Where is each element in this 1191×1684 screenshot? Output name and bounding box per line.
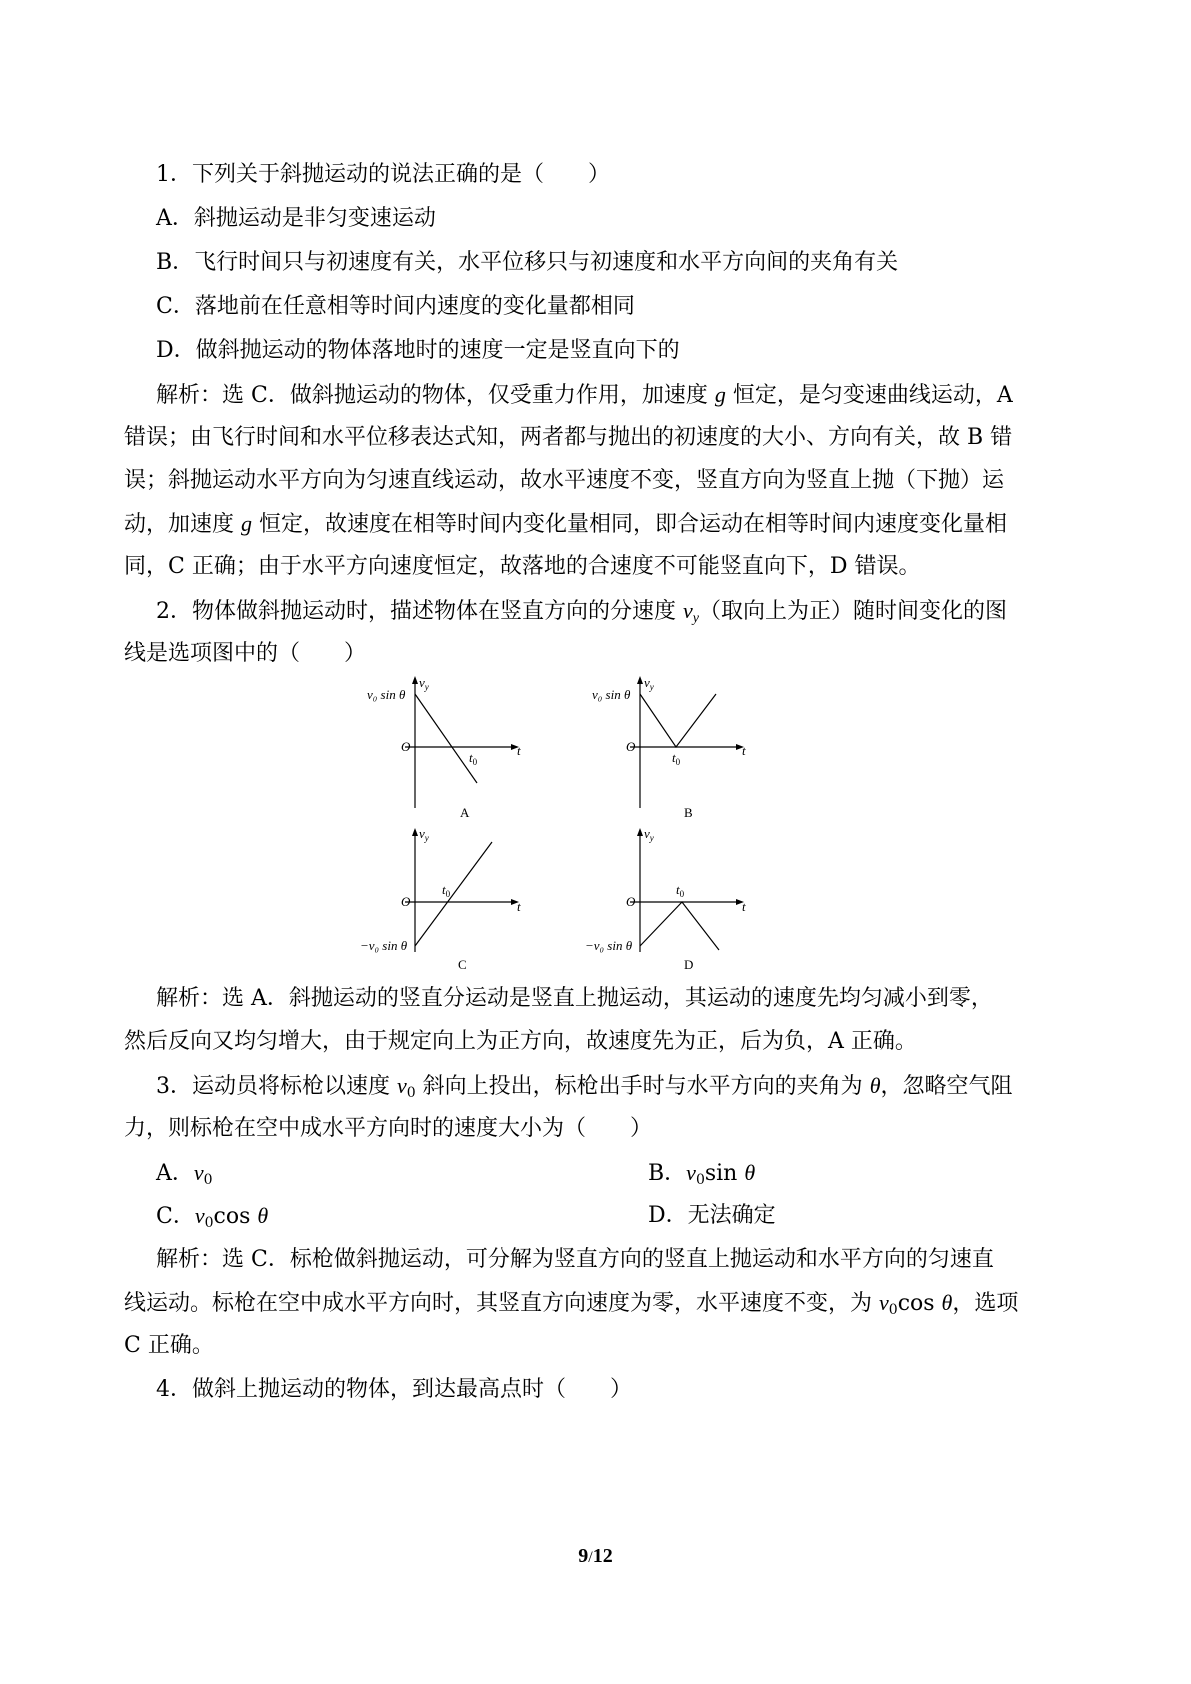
page-current: 9 [578, 1545, 589, 1567]
graph-b-svg [590, 672, 790, 822]
q2-stem-line-1 [156, 596, 1086, 634]
graph-d-svg [585, 822, 785, 972]
graph-d-caption: D [684, 957, 694, 972]
var-v: v [397, 1073, 407, 1098]
origin-label: O [401, 894, 411, 909]
graph-a-svg [365, 672, 565, 822]
var-g: g [241, 511, 252, 536]
q1-answer-line-3: 误；斜抛运动水平方向为匀速直线运动，故水平速度不变，竖直方向为竖直上抛（下抛）运 [124, 468, 1005, 493]
q3-option-a [156, 1161, 213, 1186]
var-sub-0: 0 [203, 1172, 213, 1188]
var-theta: θ [941, 1290, 953, 1315]
bottom-value-label: −v₀ sin θ [585, 938, 633, 953]
graph-b [590, 672, 790, 822]
text-run: C． [156, 1204, 195, 1229]
q3-stem-line-1 [156, 1071, 1086, 1108]
q3-answer-line-1: 解析：选 C．标枪做斜抛运动，可分解为竖直方向的竖直上抛运动和水平方向的匀速直 [156, 1247, 994, 1272]
y-arrow [637, 828, 643, 836]
vy-label: $v_y$ [644, 826, 654, 843]
var-v: v [879, 1290, 889, 1315]
text-run: 2．物体做斜抛运动时，描述物体在竖直方向的分速度 [156, 599, 683, 624]
q2-answer-line-2: 然后反向又均匀增大，由于规定向上为正方向，故速度先为正，后为负，A 正确。 [124, 1029, 917, 1054]
y-arrow [637, 676, 643, 684]
q4-stem: 4．做斜上抛运动的物体，到达最高点时（ ） [156, 1377, 632, 1402]
t0-label: $t_0$ [442, 882, 451, 899]
text-run: 斜向上投出，标枪出手时与水平方向的夹角为 [415, 1074, 870, 1099]
origin-label: O [626, 894, 636, 909]
var-v: v [193, 1160, 204, 1185]
q3-stem-line-2: 力，则标枪在空中成水平方向时的速度大小为（ ） [124, 1116, 653, 1141]
q1-answer-line-4 [124, 509, 1054, 540]
vy-label: $v_y$ [419, 826, 429, 843]
vy-line [415, 842, 492, 946]
text-run: （取向上为正）随时间变化的图 [698, 599, 1007, 624]
text-run: 3．运动员将标枪以速度 [156, 1074, 397, 1099]
t0-label: $t_0$ [676, 882, 685, 899]
q3-option-b [648, 1158, 755, 1195]
t0-label: $t_0$ [469, 750, 478, 767]
q1-option-b: B．飞行时间只与初速度有关，水平位移只与初速度和水平方向间的夹角有关 [156, 250, 899, 275]
text-run: 恒定，故速度在相等时间内变化量相同，即合运动在相等时间内速度变化量相 [252, 512, 1007, 537]
t-label: t [517, 899, 521, 914]
vy-label: $v_y$ [419, 675, 429, 692]
text-run: sin [704, 1161, 745, 1186]
var-v: v [683, 598, 693, 623]
var-v: v [194, 1203, 205, 1228]
vy-line [640, 694, 716, 747]
q3-answer-line-3: C 正确。 [124, 1333, 214, 1358]
q1-option-d: D．做斜抛运动的物体落地时的速度一定是竖直向下的 [156, 338, 680, 363]
graph-c-caption: C [458, 957, 467, 972]
var-sub-0: 0 [406, 1085, 416, 1101]
q3-answer-line-2 [124, 1288, 1054, 1325]
q1-answer-line-5: 同，C 正确；由于水平方向速度恒定，故落地的合速度不可能竖直向下，D 错误。 [124, 554, 921, 579]
top-value-label: v₀ sin θ [592, 687, 631, 702]
q1-option-c: C．落地前在任意相等时间内速度的变化量都相同 [156, 294, 635, 319]
q1-answer-line-2: 错误；由飞行时间和水平位移表达式知，两者都与抛出的初速度的大小、方向有关，故 B 错 [124, 425, 1013, 450]
q1-answer-line-1 [156, 380, 1086, 411]
t0-label: $t_0$ [672, 750, 681, 767]
graph-c [360, 822, 560, 972]
var-v: v [686, 1160, 696, 1185]
y-arrow [412, 676, 418, 684]
q3-option-c [156, 1204, 268, 1229]
text-run: 动，加速度 [124, 512, 241, 537]
var-sub-0: 0 [888, 1302, 898, 1318]
t-label: t [742, 899, 746, 914]
graph-c-svg [360, 822, 560, 972]
origin-label: O [626, 739, 636, 754]
var-theta: θ [869, 1073, 881, 1098]
vy-line [640, 902, 719, 950]
page-number [0, 1545, 1191, 1568]
vy-label: $v_y$ [644, 675, 654, 692]
text-run: 解析：选 C．做斜抛运动的物体，仅受重力作用，加速度 [156, 383, 715, 408]
t-label: t [517, 743, 521, 758]
y-arrow [412, 828, 418, 836]
text-run: ，忽略空气阻 [880, 1074, 1013, 1099]
page-separator: / [588, 1549, 593, 1566]
page-total: 12 [592, 1545, 613, 1567]
q2-answer-line-1: 解析：选 A．斜抛运动的竖直分运动是竖直上抛运动，其运动的速度先均匀减小到零， [156, 986, 993, 1011]
text-run: A． [156, 1161, 194, 1186]
graph-d [585, 822, 785, 972]
t-label: t [742, 743, 746, 758]
q2-stem-line-2: 线是选项图中的（ ） [124, 641, 367, 666]
top-value-label: v₀ sin θ [367, 687, 406, 702]
text-run: ，选项 [952, 1291, 1019, 1316]
q1-option-a: A．斜抛运动是非匀变速运动 [156, 206, 436, 231]
q3-options-row-2 [156, 1201, 1086, 1238]
q3-options-row-1 [156, 1158, 1086, 1195]
graph-a-caption: A [460, 805, 470, 820]
graph-b-caption: B [684, 805, 693, 820]
text-run: B． [648, 1161, 687, 1186]
graph-a [365, 672, 565, 822]
var-theta: θ [257, 1203, 269, 1228]
var-g: g [714, 382, 726, 407]
text-run: cos [897, 1291, 942, 1316]
var-theta: θ [744, 1160, 756, 1185]
text-run: cos [213, 1204, 258, 1229]
var-sub-0: 0 [204, 1215, 214, 1231]
vy-line [415, 694, 477, 783]
q3-option-d: D．无法确定 [648, 1203, 776, 1228]
var-sub-0: 0 [695, 1172, 705, 1188]
q1-stem: 1．下列关于斜抛运动的说法正确的是（ ） [156, 162, 610, 187]
origin-label: O [401, 739, 411, 754]
bottom-value-label: −v₀ sin θ [360, 938, 408, 953]
text-run: 线运动。标枪在空中成水平方向时，其竖直方向速度为零，水平速度不变，为 [124, 1291, 879, 1316]
text-run: 恒定，是匀变速曲线运动，A [725, 383, 1013, 408]
var-sub-y: y [692, 611, 699, 626]
